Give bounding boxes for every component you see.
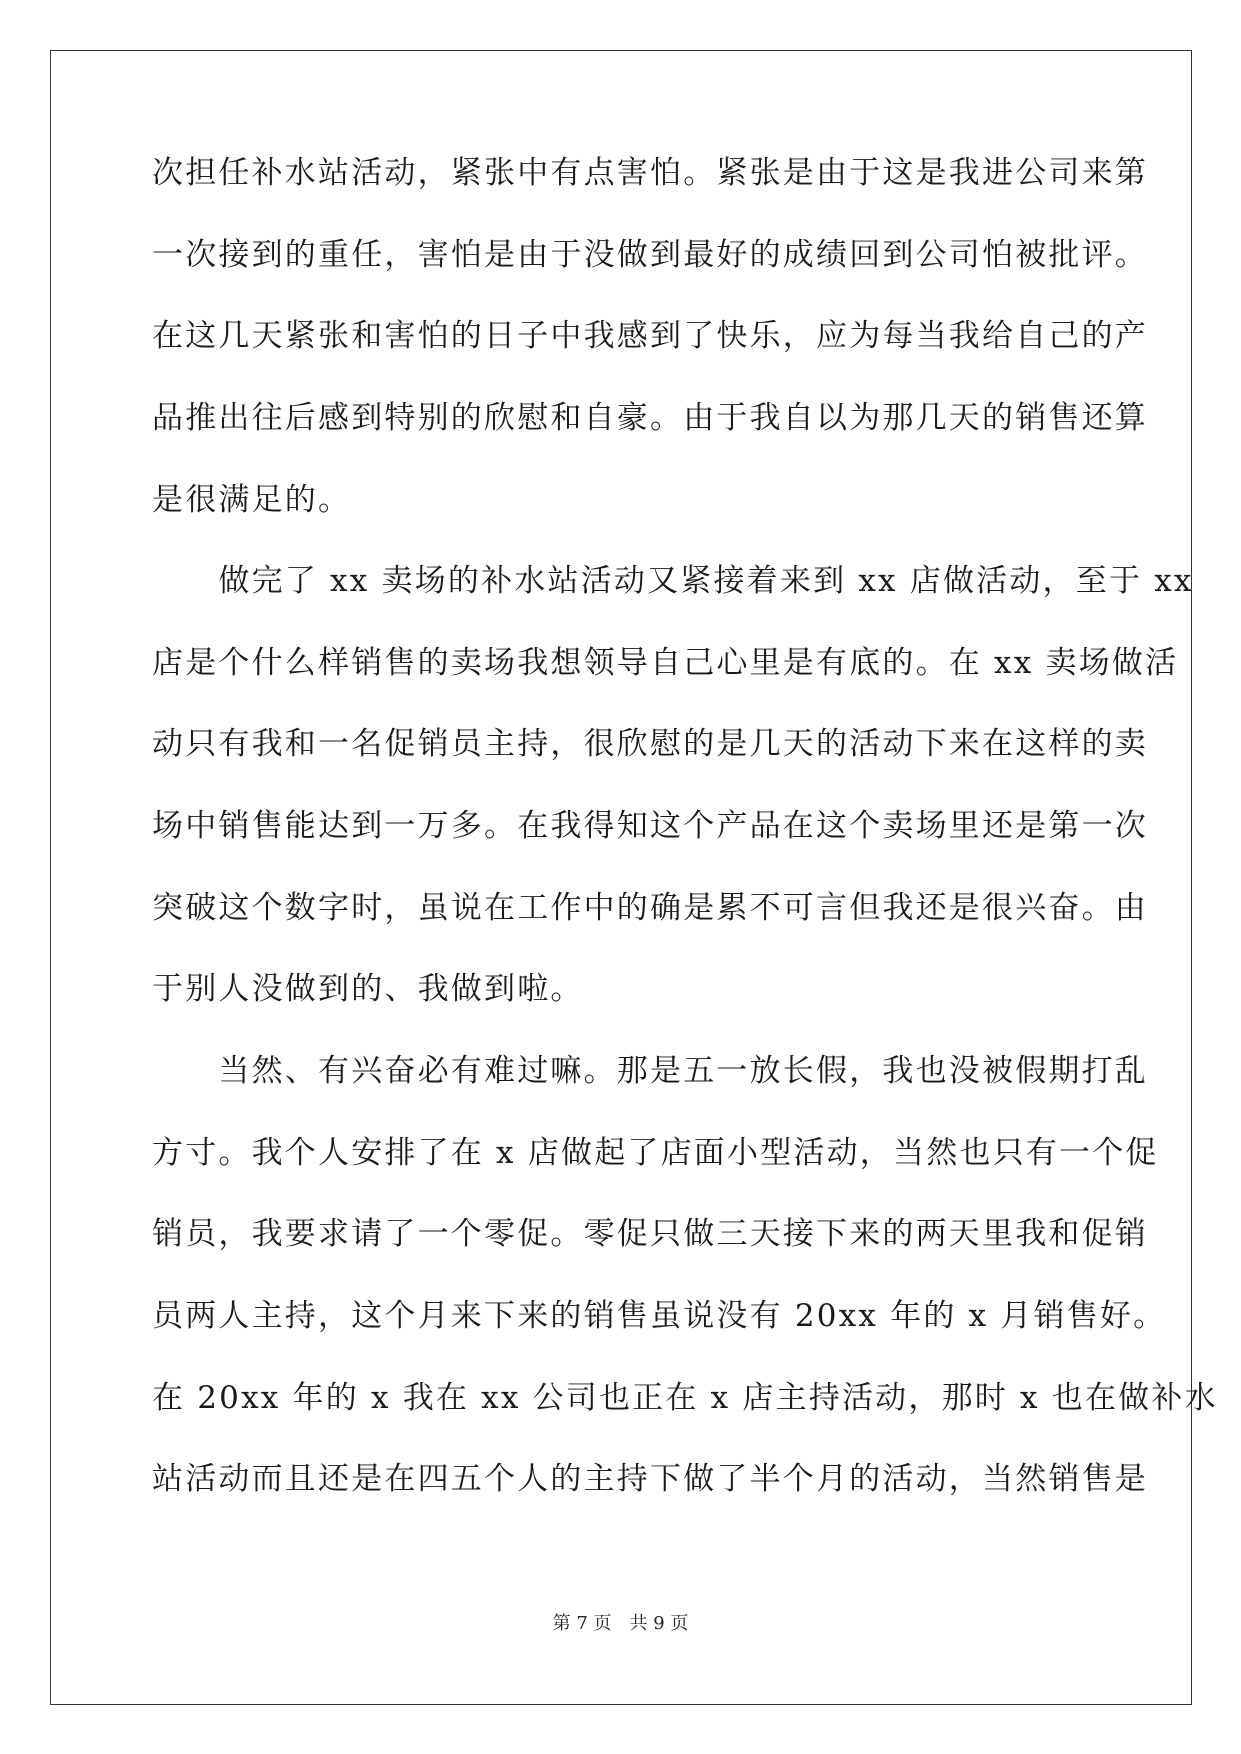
- text-line: 方寸。我个人安排了在 x 店做起了店面小型活动，当然也只有一个促: [152, 1135, 1159, 1171]
- text-line: 在 20xx 年的 x 我在 xx 公司也正在 x 店主持活动，那时 x 也在做补水: [152, 1380, 1218, 1416]
- text-line: 销员，我要求请了一个零促。零促只做三天接下来的两天里我和促销: [152, 1216, 1148, 1252]
- text-line: 做完了 xx 卖场的补水站活动又紧接着来到 xx 店做活动，至于 xx: [152, 563, 1194, 599]
- text-line: 是很满足的。: [152, 482, 352, 518]
- text-line: 站活动而且还是在四五个人的主持下做了半个月的活动，当然销售是: [152, 1461, 1148, 1497]
- text-line: 当然、有兴奋必有难过嘛。那是五一放长假，我也没被假期打乱: [152, 1053, 1148, 1089]
- text-line: 场中销售能达到一万多。在我得知这个产品在这个卖场里还是第一次: [152, 808, 1148, 844]
- text-line: 动只有我和一名促销员主持，很欣慰的是几天的活动下来在这样的卖: [152, 726, 1148, 762]
- text-line: 在这几天紧张和害怕的日子中我感到了快乐，应为每当我给自己的产: [152, 318, 1148, 354]
- text-line: 次担任补水站活动，紧张中有点害怕。紧张是由于这是我进公司来第: [152, 155, 1148, 191]
- text-line: 于别人没做到的、我做到啦。: [152, 971, 584, 1007]
- text-line: 品推出往后感到特别的欣慰和自豪。由于我自以为那几天的销售还算: [152, 400, 1148, 436]
- text-line: 突破这个数字时，虽说在工作中的确是累不可言但我还是很兴奋。由: [152, 890, 1148, 926]
- text-line: 一次接到的重任，害怕是由于没做到最好的成绩回到公司怕被批评。: [152, 237, 1148, 273]
- text-line: 店是个什么样销售的卖场我想领导自己心里是有底的。在 xx 卖场做活: [152, 645, 1179, 681]
- page-number-footer: 第 7 页 共 9 页: [552, 1613, 689, 1634]
- text-line: 员两人主持，这个月来下来的销售虽说没有 20xx 年的 x 月销售好。: [152, 1298, 1167, 1334]
